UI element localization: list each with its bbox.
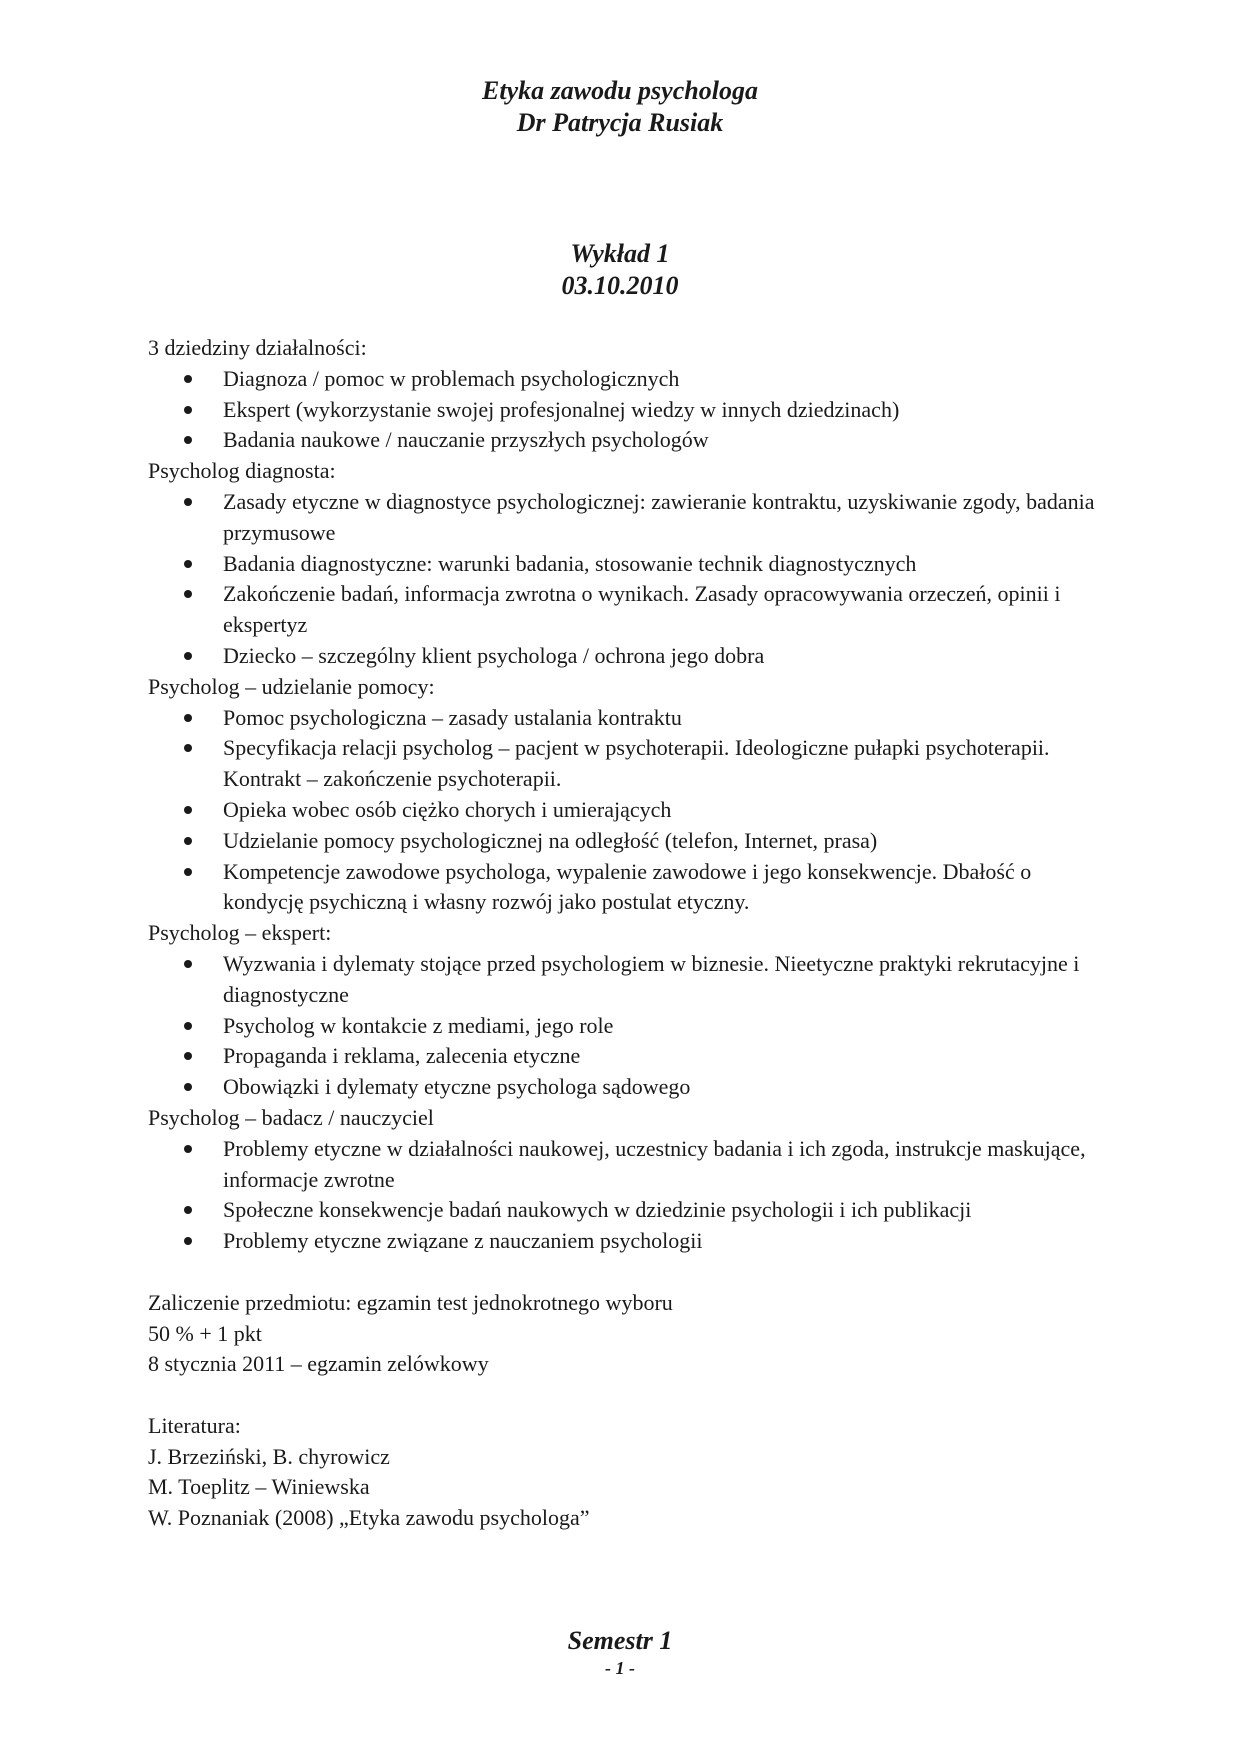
lecture-header [0, 238, 1240, 302]
literature-entry: J. Brzeziński, B. chyrowicz [148, 1443, 390, 1469]
list-item: Ekspert (wykorzystanie swojej profesjonalnej wiedzy w innych dziedzinach) [223, 395, 1108, 426]
footer-semester: Semestr 1 [567, 1626, 673, 1655]
literature-entry: W. Poznaniak (2008) „Etyka zawodu psychologa” [148, 1505, 590, 1531]
list-item: Obowiązki i dylematy etyczne psychologa sądowego [223, 1072, 1108, 1103]
bullet-list-helping [148, 703, 1108, 919]
lecture-date: 03.10.2010 [561, 271, 679, 300]
list-item: Psycholog w kontakcie z mediami, jego role [223, 1011, 1108, 1042]
document-body [148, 333, 1108, 1534]
literature-entry: M. Toeplitz – Winiewska [148, 1474, 370, 1500]
exam-pass-threshold: 50 % + 1 pkt [148, 1320, 262, 1346]
section-heading-activity-areas: 3 dziedziny działalności: [148, 335, 367, 360]
list-item: Badania naukowe / nauczanie przyszłych psychologów [223, 425, 1108, 456]
list-item: Specyfikacja relacji psycholog – pacjent w psychoterapii. Ideologiczne pułapki psychoterapii. Kontrakt – zakończenie psychoterapii. [223, 733, 1108, 795]
list-item: Diagnoza / pomoc w problemach psychologicznych [223, 364, 1108, 395]
spacer [148, 1257, 1108, 1288]
literature-heading: Literatura: [148, 1412, 241, 1438]
list-item: Społeczne konsekwencje badań naukowych w dziedzinie psychologii i ich publikacji [223, 1195, 1108, 1226]
list-item: Propaganda i reklama, zalecenia etyczne [223, 1041, 1108, 1072]
exam-info: Zaliczenie przedmiotu: egzamin test jednokrotnego wyboru [148, 1289, 673, 1315]
list-item: Opieka wobec osób ciężko chorych i umierających [223, 795, 1108, 826]
list-item: Pomoc psychologiczna – zasady ustalania kontraktu [223, 703, 1108, 734]
list-item: Badania diagnostyczne: warunki badania, stosowanie technik diagnostycznych [223, 549, 1108, 580]
section-heading-expert: Psycholog – ekspert: [148, 920, 332, 946]
bullet-list-expert [148, 949, 1108, 1103]
document-title: Etyka zawodu psychologa [482, 76, 758, 105]
section-heading-researcher: Psycholog – badacz / nauczyciel [148, 1104, 434, 1130]
list-item: Problemy etyczne w działalności naukowej, uczestnicy badania i ich zgoda, instrukcje maskujące, informacje zwrotne [223, 1134, 1108, 1196]
list-item: Problemy etyczne związane z nauczaniem psychologii [223, 1226, 1108, 1257]
section-heading-helping: Psycholog – udzielanie pomocy: [148, 673, 435, 699]
document-author: Dr Patrycja Rusiak [516, 108, 724, 137]
spacer [148, 1380, 1108, 1411]
bullet-list-activity-areas [148, 364, 1108, 456]
list-item: Zakończenie badań, informacja zwrotna o wynikach. Zasady opracowywania orzeczeń, opinii i ekspertyz [223, 579, 1108, 641]
list-item: Kompetencje zawodowe psychologa, wypalenie zawodowe i jego konsekwencje. Dbałość o kondycję psychiczną i własny rozwój jako postulat etyczny. [223, 857, 1108, 919]
bullet-list-researcher [148, 1134, 1108, 1257]
bullet-list-diagnostician [148, 487, 1108, 672]
list-item: Wyzwania i dylematy stojące przed psychologiem w biznesie. Nieetyczne praktyki rekrutacyjne i diagnostyczne [223, 949, 1108, 1011]
list-item: Udzielanie pomocy psychologicznej na odległość (telefon, Internet, prasa) [223, 826, 1108, 857]
document-header [0, 75, 1240, 139]
list-item: Dziecko – szczególny klient psychologa / ochrona jego dobra [223, 641, 1108, 672]
list-item: Zasady etyczne w diagnostyce psychologicznej: zawieranie kontraktu, uzyskiwanie zgody, badania przymusowe [223, 487, 1108, 549]
exam-date: 8 stycznia 2011 – egzamin zelówkowy [148, 1351, 489, 1377]
section-heading-diagnostician: Psycholog diagnosta: [148, 458, 336, 484]
page-number: - 1 - [605, 1658, 635, 1678]
lecture-label: Wykład 1 [570, 239, 670, 268]
